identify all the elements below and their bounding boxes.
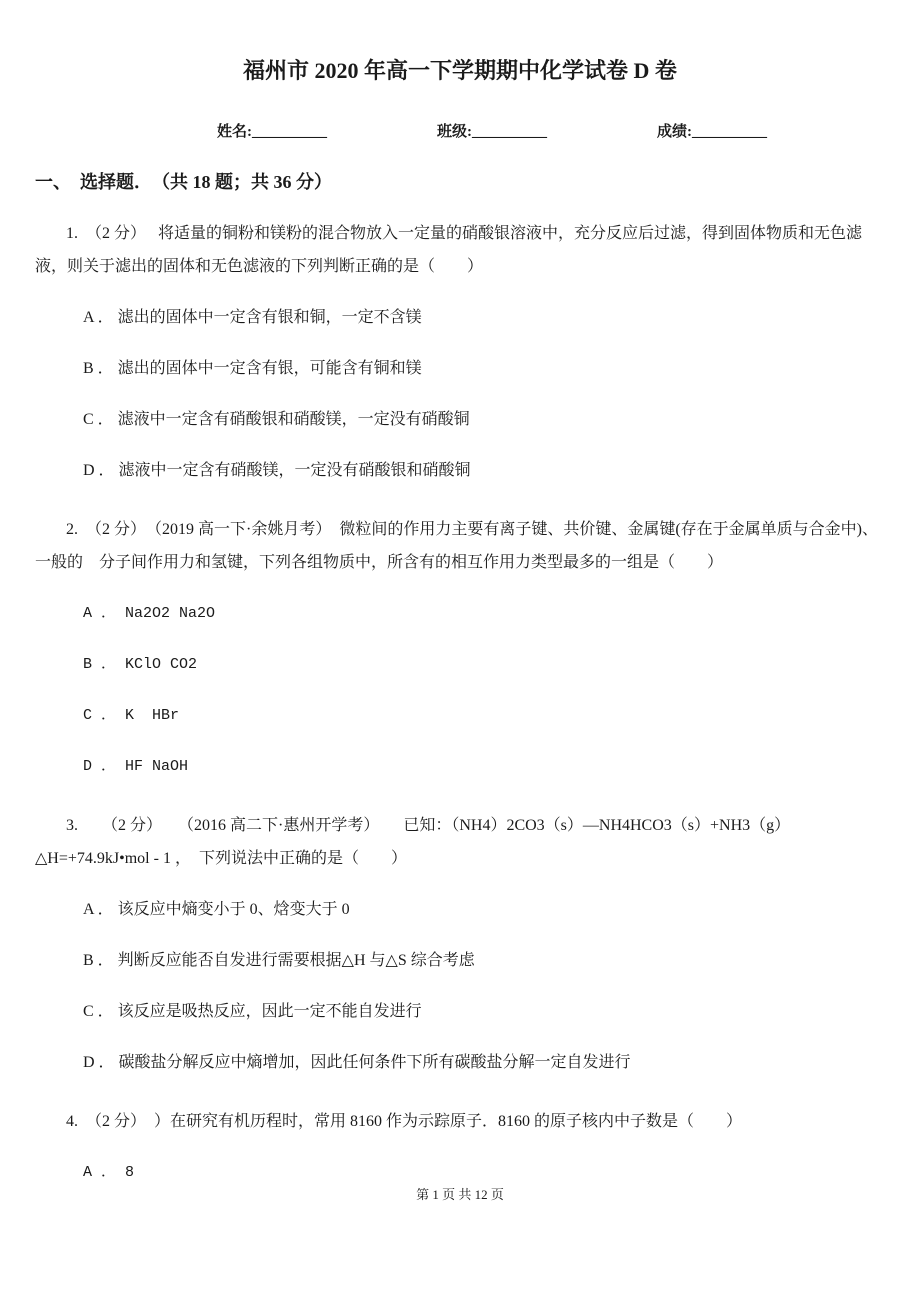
question-3-option-a: A ． 该反应中熵变小于 0、焓变大于 0 [83,901,350,918]
question-2-option-d: D ． HF NaOH [83,758,189,775]
name-field-label: 姓名: [217,124,252,140]
page-footer: 第 1 页 共 12 页 [416,1187,504,1202]
question-1-option-b: B ． 滤出的固体中一定含有银，可能含有铜和镁 [83,360,422,377]
question-4-option-a: A ． 8 [83,1164,135,1181]
question-3-option-d: D ． 碳酸盐分解反应中熵增加，因此任何条件下所有碳酸盐分解一定自发进行 [83,1054,631,1071]
question-3-option-c: C ． 该反应是吸热反应，因此一定不能自发进行 [83,1003,422,1020]
class-field-blank: __________ [472,124,547,140]
question-1-option-a: A ． 滤出的固体中一定含有银和铜，一定不含镁 [83,309,422,326]
question-1-option-c: C ． 滤液中一定含有硝酸银和硝酸镁，一定没有硝酸铜 [83,411,470,428]
score-field-label: 成绩: [657,124,692,140]
page-title: 福州市 2020 年高一下学期期中化学试卷 D 卷 [243,58,677,83]
student-info-row [217,122,767,142]
question-2-option-c: C ． K HBr [83,707,180,724]
question-2-option-b: B ． KClO CO2 [83,656,198,673]
question-3-text: 3. （2 分） （2016 高二下·惠州开学考） 已知：（NH4）2CO3（s）—NH4HCO3（s）+NH3（g）△H=+74.9kJ•mol - 1 ， 下列说法中正确的是（ ） [35,817,791,867]
question-3 [35,809,885,1079]
class-field-label: 班级: [437,124,472,140]
score-field-blank: __________ [692,124,767,140]
name-field [217,122,327,142]
question-1 [35,217,885,487]
score-field [657,122,767,142]
section-header: 一、 选择题． （共 18 题；共 36 分） [35,172,332,192]
question-4-text: 4. （2 分） ）在研究有机历程时，常用 8160 作为示踪原子．8160 的原子核内中子数是（ ） [66,1113,743,1130]
name-field-blank: __________ [252,124,327,140]
class-field [437,122,547,142]
question-2-text: 2. （2 分） （2019 高一下·余姚月考） 微粒间的作用力主要有离子键、共价键、金属键(存在于金属单质与合金中)、一般的 分子间作用力和氢键，下列各组物质中，所含有的相互作用力类型最多的一组是（ ） [35,521,878,571]
question-3-option-b: B ． 判断反应能否自发进行需要根据△H 与△S 综合考虑 [83,952,475,969]
question-4 [35,1105,885,1189]
question-2-option-a: A ． Na2O2 Na2O [83,605,216,622]
question-1-option-d: D ． 滤液中一定含有硝酸镁，一定没有硝酸银和硝酸铜 [83,462,471,479]
question-2 [35,513,885,783]
question-1-text: 1. （2 分） 将适量的铜粉和镁粉的混合物放入一定量的硝酸银溶液中，充分反应后过滤，得到固体物质和无色滤液，则关于滤出的固体和无色滤液的下列判断正确的是（ ） [35,225,863,275]
